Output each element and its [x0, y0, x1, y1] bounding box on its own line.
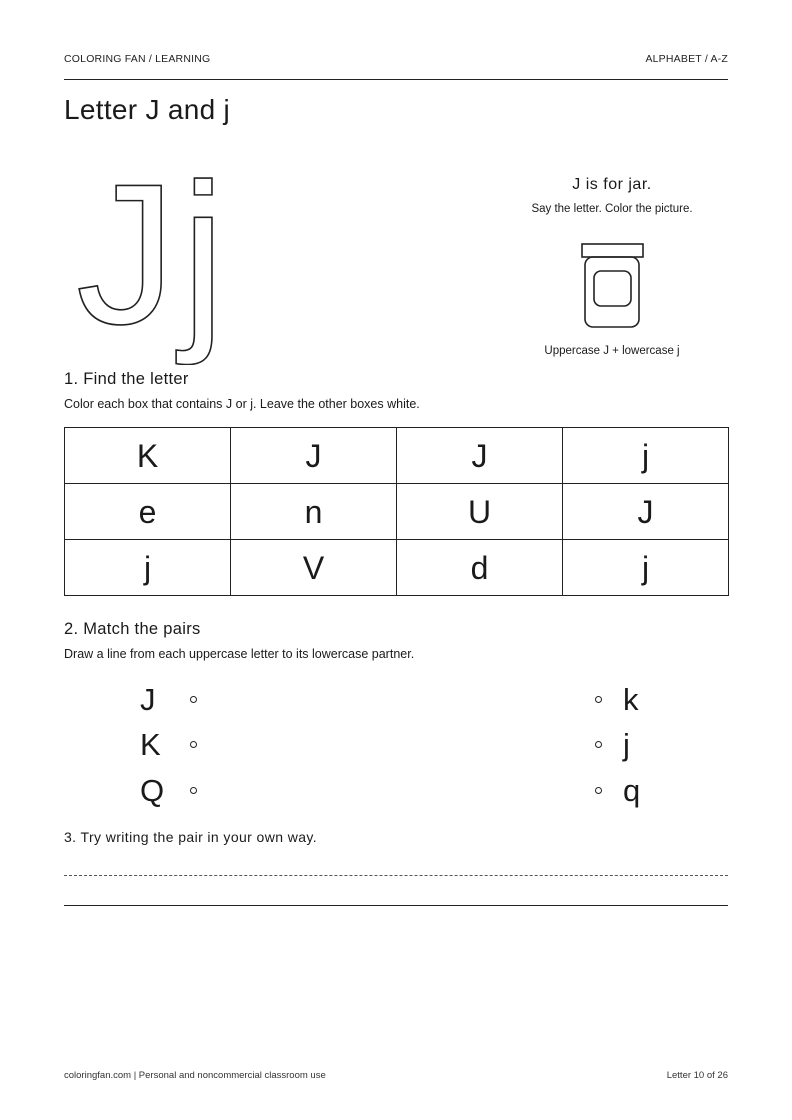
match-right-dot[interactable] [595, 696, 602, 703]
writing-guide-dashed [64, 875, 728, 876]
grid-cell[interactable]: J [397, 428, 563, 484]
grid-cell[interactable]: j [563, 540, 729, 596]
grid-cell[interactable]: V [231, 540, 397, 596]
grid-cell[interactable]: n [231, 484, 397, 540]
header-right: ALPHABET / A-Z [645, 53, 728, 65]
grid-cell[interactable]: U [397, 484, 563, 540]
match-left-dot[interactable] [190, 787, 197, 794]
grid-cell[interactable]: j [563, 428, 729, 484]
writing-baseline[interactable] [64, 905, 728, 906]
grid-cell[interactable]: J [563, 484, 729, 540]
grid-cell[interactable]: j [65, 540, 231, 596]
match-left-letter: J [140, 682, 156, 717]
find-letter-grid [64, 427, 729, 596]
word-line: J is for jar. [572, 176, 652, 193]
grid-row [65, 484, 729, 540]
grid-cell[interactable]: J [231, 428, 397, 484]
outline-letters [60, 150, 280, 365]
match-left-dot[interactable] [190, 741, 197, 748]
footer-left: coloringfan.com | Personal and noncommercial classroom use [64, 1070, 326, 1081]
jar-icon [578, 240, 648, 332]
match-right-letter: k [623, 682, 639, 717]
grid-row [65, 540, 729, 596]
section2-title: 2. Match the pairs [64, 620, 201, 638]
match-right-dot[interactable] [595, 787, 602, 794]
match-left-letter: K [140, 727, 161, 762]
footer-right: Letter 10 of 26 [666, 1070, 728, 1081]
match-left-dot[interactable] [190, 696, 197, 703]
picture-instruction: Say the letter. Color the picture. [531, 203, 693, 215]
picture-caption: Uppercase J + lowercase j [544, 345, 680, 357]
grid-cell[interactable]: d [397, 540, 563, 596]
match-right-letter: j [623, 727, 630, 762]
match-right-dot[interactable] [595, 741, 602, 748]
header-left: COLORING FAN / LEARNING [64, 53, 211, 65]
outline-uppercase-j: J [76, 150, 176, 365]
section1-title: 1. Find the letter [64, 370, 189, 388]
header-rule [64, 79, 728, 80]
page-title: Letter J and j [64, 94, 231, 125]
grid-row [65, 428, 729, 484]
section1-subtitle: Color each box that contains J or j. Leave the other boxes white. [64, 397, 420, 411]
match-right-letter: q [623, 773, 641, 808]
outline-lowercase-j: j [181, 150, 226, 365]
section2-subtitle: Draw a line from each uppercase letter to its lowercase partner. [64, 647, 415, 661]
section3-title: 3. Try writing the pair in your own way. [64, 829, 318, 845]
grid-cell[interactable]: K [65, 428, 231, 484]
grid-cell[interactable]: e [65, 484, 231, 540]
match-left-letter: Q [140, 773, 165, 808]
